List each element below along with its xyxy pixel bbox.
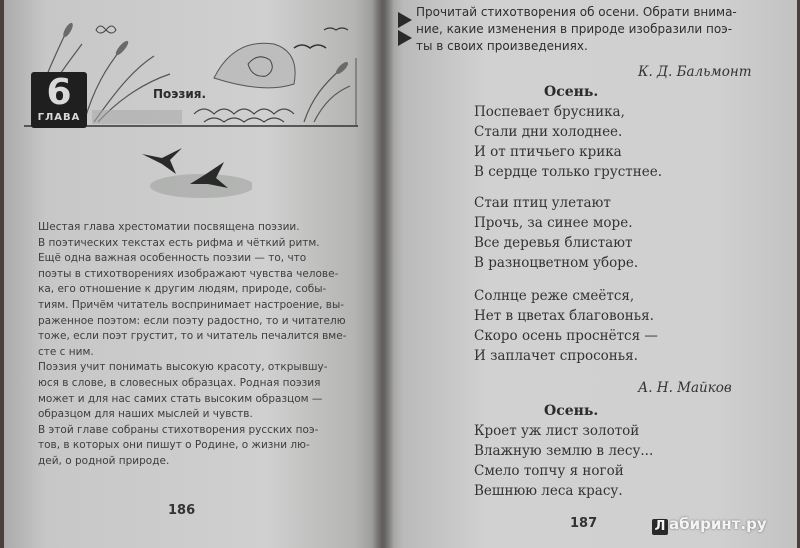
text-line: может и для нас самих стать высоким образцом — — [38, 392, 323, 405]
poem-line: Кроет уж лист золотой — [474, 423, 640, 439]
poem-line: Все деревья блистают — [474, 235, 633, 251]
book-edge-left — [0, 0, 4, 548]
poem-line: Поспевает брусника, — [474, 104, 625, 120]
poem-title-2: Осень. — [544, 403, 599, 419]
poem-line: Скоро осень проснётся — — [474, 328, 658, 344]
chapter-title: Поэзия. — [153, 87, 207, 101]
chapter-number-badge — [31, 72, 87, 128]
poem-line: Влажную землю в лесу... — [474, 443, 654, 459]
labirint-logo-icon: Л — [652, 519, 668, 535]
poem-line: Стали дни холоднее. — [474, 124, 623, 140]
poem-line: Вешнюю леса красу. — [474, 483, 623, 499]
page-number-left: 186 — [168, 503, 196, 518]
poem-line: Стаи птиц улетают — [474, 195, 611, 211]
poem-line: Солнце реже смеётся, — [474, 288, 635, 304]
labirint-watermark — [652, 515, 767, 535]
poem-line: Смело топчу я ногой — [474, 463, 624, 479]
text-line: Шестая глава хрестоматии посвящена поэзии. — [38, 221, 300, 233]
text-line: юся в слове, в словесных образцах. Родная поэзия — [38, 376, 321, 389]
reading-task — [416, 4, 776, 55]
poem-title-1: Осень. — [544, 84, 599, 100]
text-line: тов, в которых они пишут о Родине, о жизни лю- — [38, 439, 310, 452]
task-line: Прочитай стихотворения об осени. Обрати внима- — [416, 5, 737, 19]
text-line: сте с ним. — [38, 345, 94, 358]
poem-line: И заплачет спросонья. — [474, 348, 638, 364]
text-line: Ещё одна важная особенность поэзии — то, что — [38, 252, 307, 265]
poem-line: Прочь, за синее море. — [474, 215, 633, 231]
text-line: тиям. Причём читатель воспринимает настроение, вы- — [38, 298, 345, 311]
text-line: дей, о родной природе. — [38, 454, 170, 467]
text-line: Поэзия учит понимать высокую красоту, открывшу- — [38, 361, 328, 374]
text-line: В поэтических текстах есть рифма и чёткий ритм. — [38, 236, 320, 249]
page-number-right: 187 — [570, 516, 598, 531]
poem-line: И от птичьего крика — [474, 144, 622, 160]
chapter-number: 6 — [46, 72, 72, 113]
text-line: ка, его отношение к другим людям, природе, собы- — [38, 283, 327, 296]
text-line: В этой главе собраны стихотворения русских поэ- — [38, 423, 319, 436]
poem-line: В сердце только грустнее. — [474, 164, 663, 180]
arrow-marker-icon — [396, 8, 414, 48]
text-line: раженное поэтом: если поэту радостно, то и читателю — [38, 314, 346, 327]
task-line: ты в своих произведениях. — [416, 39, 588, 53]
poem-line: В разноцветном уборе. — [474, 255, 639, 271]
text-line: образцом для наших мыслей и чувств. — [38, 408, 253, 421]
swallows-illustration — [132, 140, 252, 202]
watermark-text: абиринт.ру — [669, 515, 767, 533]
chapter-word: ГЛАВА — [37, 112, 81, 123]
chapter-intro-text — [38, 220, 356, 470]
poem-author-balmont: К. Д. Бальмонт — [638, 64, 752, 80]
task-line: ние, какие изменения в природе изобразили поэ- — [416, 22, 733, 36]
text-line: тоже, если поэт грустит, то и читатель печалится вме- — [38, 330, 347, 343]
poem-line: Нет в цветах благовонья. — [474, 308, 654, 324]
poem-author-maikov: А. Н. Майков — [638, 380, 732, 396]
text-line: поэты в стихотворениях изображают чувства челове- — [38, 267, 339, 280]
